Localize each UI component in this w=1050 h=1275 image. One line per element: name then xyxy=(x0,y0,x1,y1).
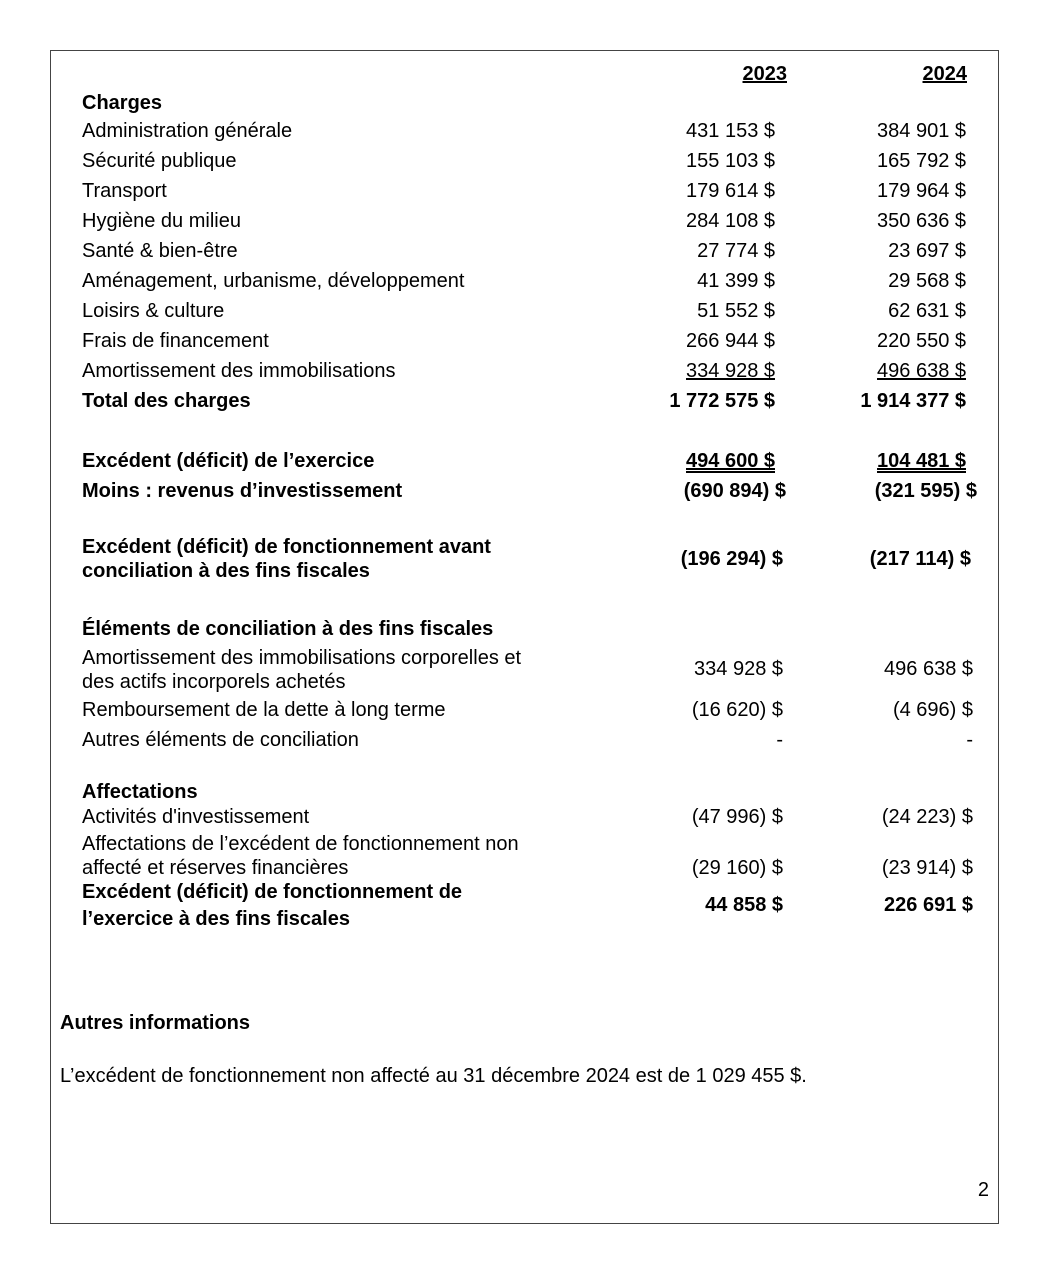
row-value-2024: 62 631 $ xyxy=(888,300,966,322)
surplus-avant-2023: (196 294) $ xyxy=(680,548,783,570)
autres-elements-2024: - xyxy=(966,729,973,751)
row-value-2024: 384 901 $ xyxy=(877,120,966,142)
other-info-text: L’excédent de fonctionnement non affecté au 31 décembre 2024 est de 1 029 455 $. xyxy=(60,1065,807,1087)
affectations-excedent-label-line2: affecté et réserves financières xyxy=(82,857,349,879)
remboursement-2024: (4 696) $ xyxy=(892,699,973,721)
row-label: Santé & bien-être xyxy=(82,240,238,262)
row-label: Hygiène du milieu xyxy=(82,210,241,232)
surplus-exercice-label: Excédent (déficit) de l’exercice xyxy=(82,450,375,472)
section-title-charges: Charges xyxy=(82,92,163,114)
row-value-2024: 220 550 $ xyxy=(877,330,966,352)
amortissement-label-line2: des actifs incorporels achetés xyxy=(82,671,346,693)
amortissement-label-line1: Amortissement des immobilisations corporelles et xyxy=(82,647,522,669)
row-value-2024: 496 638 $ xyxy=(877,360,966,382)
surplus-exercice-2023: 494 600 $ xyxy=(686,450,775,472)
total-charges-2024: 1 914 377 $ xyxy=(860,390,966,412)
surplus-avant-label-line2: conciliation à des fins fiscales xyxy=(82,560,370,582)
column-header-2023: 2023 xyxy=(742,63,787,85)
total-charges-label: Total des charges xyxy=(82,390,251,412)
section-title-affectations: Affectations xyxy=(82,781,198,803)
final-surplus-2024: 226 691 $ xyxy=(884,894,973,916)
row-label: Aménagement, urbanisme, développement xyxy=(82,270,465,292)
section-title-conciliation: Éléments de conciliation à des fins fiscales xyxy=(82,618,494,640)
surplus-avant-label-line1: Excédent (déficit) de fonctionnement avant xyxy=(82,536,491,558)
activites-2024: (24 223) $ xyxy=(881,806,973,828)
amortissement-2024: 496 638 $ xyxy=(884,658,973,680)
activites-label: Activités d'investissement xyxy=(82,806,310,828)
affectations-excedent-2023: (29 160) $ xyxy=(691,857,783,879)
row-value-2023: 27 774 $ xyxy=(697,240,775,262)
other-info-title: Autres informations xyxy=(60,1012,251,1034)
autres-elements-label: Autres éléments de conciliation xyxy=(82,729,359,751)
activites-2023: (47 996) $ xyxy=(691,806,783,828)
row-label: Sécurité publique xyxy=(82,150,237,172)
row-value-2024: 350 636 $ xyxy=(877,210,966,232)
row-value-2023: 431 153 $ xyxy=(686,120,775,142)
row-value-2024: 23 697 $ xyxy=(888,240,966,262)
column-header-2024: 2024 xyxy=(922,63,967,85)
final-surplus-label-line1: Excédent (déficit) de fonctionnement de xyxy=(82,881,463,903)
moins-revenus-2024: (321 595) $ xyxy=(874,480,977,502)
row-label: Frais de financement xyxy=(82,330,269,352)
row-label: Loisirs & culture xyxy=(82,300,225,322)
remboursement-label: Remboursement de la dette à long terme xyxy=(82,699,446,721)
remboursement-2023: (16 620) $ xyxy=(691,699,783,721)
affectations-excedent-label-line1: Affectations de l’excédent de fonctionnement non xyxy=(82,833,519,855)
row-value-2023: 41 399 $ xyxy=(697,270,775,292)
amortissement-2023: 334 928 $ xyxy=(694,658,783,680)
total-charges-2023: 1 772 575 $ xyxy=(669,390,775,412)
row-value-2023: 179 614 $ xyxy=(686,180,775,202)
affectations-excedent-2024: (23 914) $ xyxy=(881,857,973,879)
moins-revenus-2023: (690 894) $ xyxy=(683,480,786,502)
autres-elements-2023: - xyxy=(776,729,783,751)
row-value-2023: 284 108 $ xyxy=(686,210,775,232)
surplus-avant-2024: (217 114) $ xyxy=(869,548,971,570)
row-value-2024: 179 964 $ xyxy=(877,180,966,202)
moins-revenus-label: Moins : revenus d’investissement xyxy=(82,480,403,502)
row-label: Transport xyxy=(82,180,167,202)
row-value-2023: 155 103 $ xyxy=(686,150,775,172)
row-label: Amortissement des immobilisations xyxy=(82,360,396,382)
surplus-exercice-2024: 104 481 $ xyxy=(877,450,966,472)
final-surplus-label-line2: l’exercice à des fins fiscales xyxy=(82,908,350,930)
row-value-2023: 51 552 $ xyxy=(697,300,775,322)
row-value-2023: 334 928 $ xyxy=(686,360,775,382)
row-value-2023: 266 944 $ xyxy=(686,330,775,352)
row-label: Administration générale xyxy=(82,120,293,142)
page-number: 2 xyxy=(977,1179,989,1201)
final-surplus-2023: 44 858 $ xyxy=(705,894,783,916)
row-value-2024: 165 792 $ xyxy=(877,150,966,172)
row-value-2024: 29 568 $ xyxy=(888,270,966,292)
